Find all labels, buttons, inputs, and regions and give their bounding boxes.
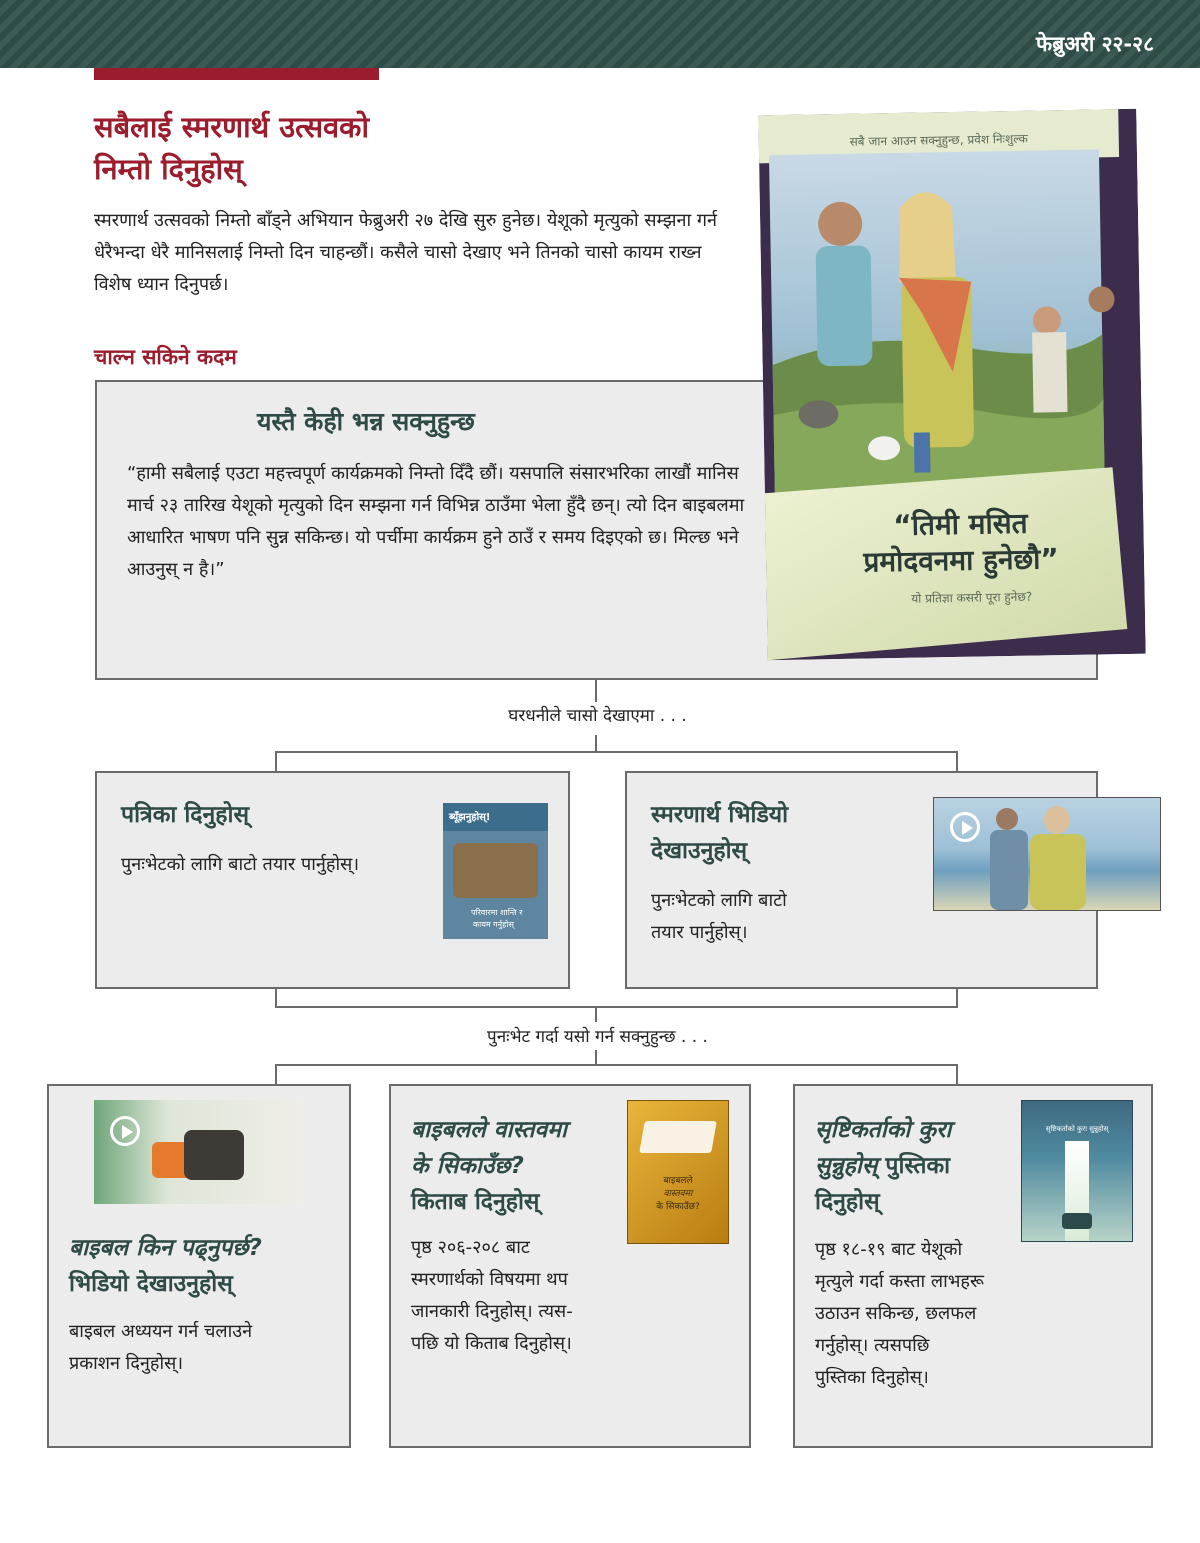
card-bible-teach-book [389,1084,751,1448]
connector-vertical [275,988,277,1008]
header-bar [0,0,1200,68]
brochure-art [758,109,1145,661]
card-creator-text-line-1: पृष्ठ १८-१९ बाट येशूको [815,1239,963,1260]
couple-illustration [184,1130,244,1180]
magazine-caption-2: कायम गर्नुहोस् [473,920,514,929]
connector-vertical [956,988,958,1008]
connector-vertical [956,751,958,772]
bible-video-thumbnail[interactable] [94,1100,304,1204]
header-date: फेब्रुअरी २२-२८ [1036,32,1154,56]
card-creator-title-tail: पुस्तिका [877,1153,951,1179]
card-bible-teach-text-line-3: जानकारी दिनुहोस्। त्यस- [411,1301,573,1322]
connector-horizontal [275,1064,958,1066]
card-creator-text-line-3: उठाउन सकिन्छ, छलफल [815,1303,977,1324]
card-magazine-text: पुनःभेटको लागि बाटो तयार पार्नुहोस्। [121,854,360,875]
connector-vertical [595,680,597,702]
card-memorial-video-text-line-2: तयार पार्नुहोस्। [651,922,748,943]
woman-figure [1044,806,1070,834]
connector-horizontal [275,1006,958,1008]
book-cover-line-1: बाइबलले [663,1176,693,1186]
woman-body [1030,834,1086,910]
card-magazine [95,771,570,989]
card-bible-video-text [69,1316,329,1380]
card-memorial-video-text-line-1: पुनःभेटको लागि बाटो [651,890,787,911]
connector-vertical [956,1064,958,1085]
brochure-title-line-2: प्रमोदवनमा हुनेछौ” [863,542,1060,579]
connector-vertical [595,1006,597,1022]
card-bible-teach-title-plain: किताब दिनुहोस् [411,1189,540,1215]
brochure-top-text: सबै जान आउन सक्नुहुन्छ, प्रवेश निःशुल्क [849,131,1028,149]
say-box-title: यस्तै केही भन्न सक्नुहुन्छ [257,407,475,436]
card-creator-text [815,1234,1055,1394]
intro-paragraph: स्मरणार्थ उत्सवको निम्तो बाँड्ने अभियान फेब्रुअरी २७ देखि सुरु हुनेछ। येशूको मृत्युको सम्झना गर्न धेरैभन्दा धेरै मानिसलाई निम्तो दिन चाहन्छौं। कसैले चासो देखाए भने तिनको चासो कायम राख्न विशेष ध्यान दिनुपर्छ। [94,210,717,295]
man-body [990,830,1028,910]
card-bible-teach-title-italic-2: के सिकाउँछ? [411,1153,524,1179]
book-cover-line-2: वास्तवमा [663,1189,693,1199]
flow-caption-1: घरधनीले चासो देखाएमा . . . [508,706,687,726]
card-memorial-video-text [651,885,871,949]
card-bible-teach-title [411,1112,567,1220]
card-bible-video-title [69,1230,262,1302]
card-bible-video-text-line-2: प्रकाशन दिनुहोस्। [69,1353,184,1374]
steps-heading: चाल्न सकिने कदम [94,345,237,369]
card-creator-title-italic-1: सृष्टिकर्ताको कुरा [815,1117,952,1143]
bible-teach-book-cover [627,1100,729,1244]
card-memorial-video-title-line-2: देखाउनुहोस् [651,838,748,864]
book-cover-title [636,1175,720,1214]
card-memorial-video-title-line-1: स्मरणार्थ भिडियो [651,802,789,828]
card-creator-title-plain: दिनुहोस् [815,1189,880,1215]
creator-booklet-cover [1021,1100,1133,1242]
title-line-2: निम्तो दिनुहोस् [94,152,243,186]
connector-horizontal [275,751,958,753]
card-bible-teach-text [411,1232,631,1360]
play-icon[interactable] [110,1116,140,1146]
card-bible-teach-text-line-2: स्मरणार्थको विषयमा थप [411,1269,568,1290]
open-bible-illustration [639,1121,717,1153]
card-bible-video-text-line-1: बाइबल अध्ययन गर्न चलाउने [69,1321,253,1342]
magazine-cover [443,803,548,939]
family-illustration [453,843,538,898]
magazine-title: ब्यूँझनुहोस्! [449,812,491,823]
connector-vertical [275,751,277,772]
book-cover-line-3: के सिकाउँछ? [656,1202,700,1212]
card-bible-video-title-italic: बाइबल किन पढ्नुपर्छ? [69,1235,262,1261]
card-creator-text-line-5: पुस्तिका दिनुहोस्। [815,1367,929,1388]
memorial-video-thumbnail[interactable] [933,797,1161,911]
connector-vertical [275,1064,277,1085]
say-box-quote: “हामी सबैलाई एउटा महत्त्वपूर्ण कार्यक्रमको निम्तो दिँदै छौं। यसपालि संसारभरिका लाखौं मानिस मार्च २३ तारिख येशूको मृत्युको दिन सम्झना गर्न विभिन्न ठाउँमा भेला हुँदै छन्। त्यो दिन बाइबलमा आधारित भाषण पनि सुन्न सकिन्छ। यो पर्चीमा कार्यक्रम हुने ठाउँ र समय दिइएको छ। मिल्छ भने आउनुस् न है।” [127,463,745,580]
brochure-image [758,109,1145,661]
card-creator-text-line-2: मृत्युले गर्दा कस्ता लाभहरू [815,1271,984,1292]
card-creator-text-line-4: गर्नुहोस्। त्यसपछि [815,1335,930,1356]
article-title [94,106,514,190]
card-bible-video [47,1084,351,1448]
accent-bar [94,68,379,80]
connector-vertical [595,735,597,752]
card-bible-video-title-plain: भिडियो देखाउनुहोस् [69,1271,233,1297]
magazine-caption-1: परिवारमा शान्ति र [471,908,523,917]
booklet-cover-title: सृष्टिकर्ताको कुरा सुन्नुहोस् [1045,1125,1109,1133]
card-creator-title-italic-2: सुन्नुहोस् [815,1153,878,1179]
flow-caption-2: पुनःभेट गर्दा यसो गर्न सक्नुहुन्छ . . . [487,1027,708,1047]
card-bible-teach-text-line-4: पछि यो किताब दिनुहोस्। [411,1333,572,1354]
brochure-subtitle: यो प्रतिज्ञा कसरी पूरा हुनेछ? [911,589,1033,606]
card-memorial-video-title [651,797,788,869]
title-line-1: सबैलाई स्मरणार्थ उत्सवको [94,110,369,144]
card-bible-teach-title-italic-1: बाइबलले वास्तवमा [411,1117,568,1143]
brochure-title-line-1: “तिमी मसित [893,506,1028,543]
card-bible-teach-text-line-1: पृष्ठ २०६-२०८ बाट [411,1237,530,1258]
card-magazine-title: पत्रिका दिनुहोस् [121,802,249,828]
card-creator-title [815,1112,951,1220]
man-figure [996,808,1018,830]
family-walking-illustration [1062,1213,1092,1229]
play-icon[interactable] [950,812,980,842]
card-creator-booklet [793,1084,1153,1448]
